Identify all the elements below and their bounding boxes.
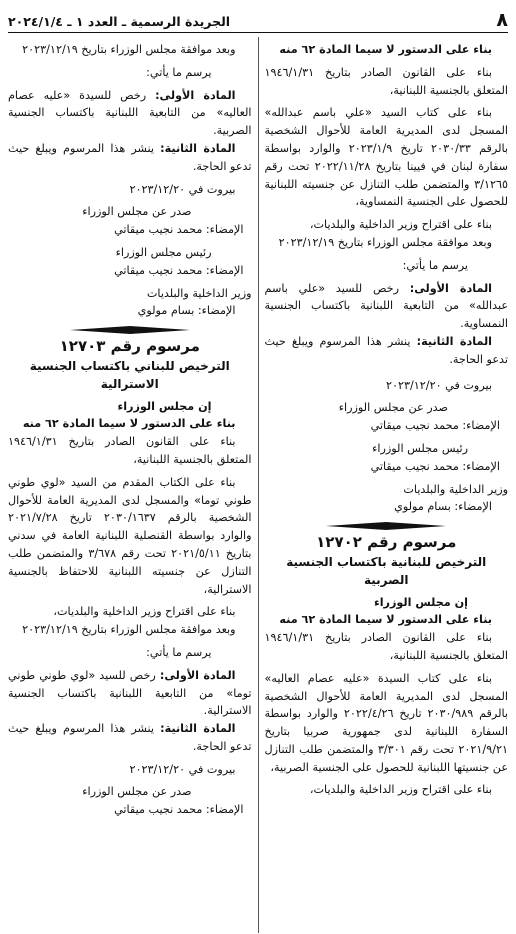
signature-pm-2: الإمضاء: محمد نجيب ميقاتي	[114, 263, 244, 277]
section-separator	[265, 522, 509, 530]
d3-article-2	[8, 720, 252, 756]
pm-title: رئيس مجلس الوزراء	[372, 441, 468, 455]
d3-issued-by: صدر عن مجلس الوزراء	[82, 785, 192, 799]
place-date: بيروت في ٢٠٢٣/١٢/٢٠	[385, 378, 492, 392]
approval: وبعد موافقة مجلس الوزراء بتاريخ ٢٠٢٣/١٢/١٩	[22, 43, 236, 56]
decree-12702-cabinet: إن مجلس الوزراء	[373, 595, 468, 609]
issued-by: صدر عن مجلس الوزراء	[82, 205, 192, 219]
d3-article-1-label: المادة الأولى:	[159, 668, 236, 682]
d2-preamble-proposal: بناء على اقتراح وزير الداخلية والبلديات،	[309, 783, 492, 797]
article-2-text: ينشر هذا المرسوم ويبلغ حيث تدعو الحاجة.	[8, 141, 252, 173]
decrees-line: يرسم ما يأتي:	[146, 65, 212, 79]
preamble-request: بناء على كتاب السيد «علي باسم عبدالله» المسجل لدى المديرية العامة للأحوال الشخصية بالرقم ٢٠٣٠/٣٣ تاريخ ٢٠٢٣/١/٩ والوارد بواسطة سفارة لبنان في فيينا بتاريخ ٢٠٢٢/١١/٢٨ تحت رقم ٣/١٢٦٥ والمتضمن طلب التنازل عن جنسيته اللبنانية للحصول على الجنسية النمساوية،	[264, 106, 508, 209]
preamble-law: بناء على القانون الصادر بتاريخ ١٩٤٦/١/٣١ المتعلق بالجنسية اللبنانية،	[264, 65, 508, 97]
article-1	[8, 87, 252, 140]
decree-12702-subject: الترخيص للبنانية باكتساب الجنسية الصربية	[286, 554, 487, 587]
article-2	[265, 333, 509, 369]
article-1-label: المادة الأولى:	[155, 88, 236, 102]
article-1-label: المادة الأولى:	[409, 281, 492, 295]
d3-preamble-constitution: بناء على الدستور لا سيما المادة ٦٢ منه	[22, 417, 236, 431]
decrees-line: يرسم ما يأتي:	[402, 258, 468, 272]
signature-minister: الإمضاء: بسام مولوي	[137, 304, 236, 318]
signature-pm-2: الإمضاء: محمد نجيب ميقاتي	[370, 459, 500, 473]
d3-article-2-label: المادة الثانية:	[160, 722, 236, 736]
page-header	[8, 6, 508, 33]
d3-article-1-text: رخص للسيد «لوي طوني طوني توما» من التابعية اللبنانية باكتساب الجنسية الاسترالية.	[8, 668, 252, 718]
article-1-text: رخص للسيدة «عليه عصام العاليه» من التابعية اللبنانية باكتساب الجنسية الصربية.	[8, 88, 252, 138]
d3-preamble-law: بناء على القانون الصادر بتاريخ ١٩٤٦/١/٣١ المتعلق بالجنسية اللبنانية،	[8, 435, 252, 466]
preamble-approval: وبعد موافقة مجلس الوزراء بتاريخ ٢٠٢٣/١٢/١٩	[278, 235, 492, 249]
section-separator	[8, 326, 252, 334]
decree-12703-title: مرسوم رقم ١٢٧٠٣	[59, 337, 200, 356]
issued-by: صدر عن مجلس الوزراء	[338, 401, 448, 415]
d3-preamble-request: بناء على الكتاب المقدم من السيد «لوي طوني طوني توما» والمسجل لدى المديرية العامة للأحوال الشخصية بالرقم ٢٠٣٠/١٦٣٧ تاريخ ٢٠٢١/٧/٢٨ والوارد بواسطة القنصلية اللبنانية العامة في سدني بتاريخ ٢٠٢١/٥/١١ تحت رقم ٣/٦٧٨ والمتضمن طلب التنازل عن جنسيته اللبنانية للاحتفاظ بالجنسية الاسترالية،	[8, 475, 252, 596]
decree-12703-cabinet: إن مجلس الوزراء	[117, 399, 212, 413]
signature-minister: الإمضاء: بسام مولوي	[394, 500, 492, 514]
signature-pm-1: الإمضاء: محمد نجيب ميقاتي	[370, 419, 500, 433]
minister-title: وزير الداخلية والبلديات	[146, 286, 252, 300]
article-1-text: رخص للسيد «علي باسم عبدالله» من التابعية اللبنانية باكتساب الجنسية النمساوية.	[264, 281, 508, 331]
d2-preamble-constitution: بناء على الدستور لا سيما المادة ٦٢ منه	[279, 613, 492, 627]
place-date: بيروت في ٢٠٢٣/١٢/٢٠	[129, 182, 236, 196]
columns	[8, 33, 508, 933]
article-2-label: المادة الثانية:	[160, 141, 236, 155]
signature-pm-1: الإمضاء: محمد نجيب ميقاتي	[114, 223, 244, 237]
right-column	[259, 33, 509, 933]
d3-decrees-line: يرسم ما يأتي:	[146, 645, 212, 659]
d2-preamble-law: بناء على القانون الصادر بتاريخ ١٩٤٦/١/٣١ المتعلق بالجنسية اللبنانية،	[264, 631, 508, 662]
d3-approval: وبعد موافقة مجلس الوزراء بتاريخ ٢٠٢٣/١٢/١٩	[22, 623, 236, 637]
preamble-constitution: بناء على الدستور لا سيما المادة ٦٢ منه	[279, 43, 492, 56]
preamble-proposal: بناء على اقتراح وزير الداخلية والبلديات،	[309, 218, 492, 232]
left-column	[8, 33, 258, 933]
pm-title: رئيس مجلس الوزراء	[115, 245, 212, 259]
d3-signature-pm: الإمضاء: محمد نجيب ميقاتي	[114, 803, 244, 817]
page-number: ٨	[496, 9, 508, 31]
d2-preamble-request: بناء على كتاب السيدة «عليه عصام العاليه» المسجل لدى المديرية العامة للأحوال الشخصية بالرقم ٢٠٣٠/٩٨٩ تاريخ ٢٠٢٢/٤/٢٦ والوارد بواسطة السفارة اللبنانية لدى جمهورية صربيا بتاريخ ٢٠٢١/٩/٢١ تحت رقم ٣/٣٠١ والمتضمن طلب التنازل عن جنسيتها اللبنانية للحصول على الجنسية الصربية،	[264, 671, 508, 774]
decree-12703-subject: الترخيص للبناني باكتساب الجنسية الاسترالية	[29, 358, 230, 391]
article-1	[265, 280, 509, 333]
article-2	[8, 140, 252, 176]
article-2-label: المادة الثانية:	[416, 334, 492, 348]
d3-place-date: بيروت في ٢٠٢٣/١٢/٢٠	[129, 762, 236, 776]
d3-article-2-text: ينشر هذا المرسوم ويبلغ حيث تدعو الحاجة.	[8, 722, 252, 753]
d3-preamble-proposal: بناء على اقتراح وزير الداخلية والبلديات،	[53, 605, 236, 619]
column-divider	[258, 37, 259, 933]
article-2-text: ينشر هذا المرسوم ويبلغ حيث تدعو الحاجة.	[264, 334, 508, 366]
decree-12702-title: مرسوم رقم ١٢٧٠٢	[316, 533, 457, 552]
gazette-title: الجريدة الرسمية ـ العدد ١ ـ ٢٠٢٤/١/٤	[8, 14, 231, 29]
d3-article-1	[8, 667, 252, 720]
minister-title: وزير الداخلية والبلديات	[403, 482, 508, 496]
